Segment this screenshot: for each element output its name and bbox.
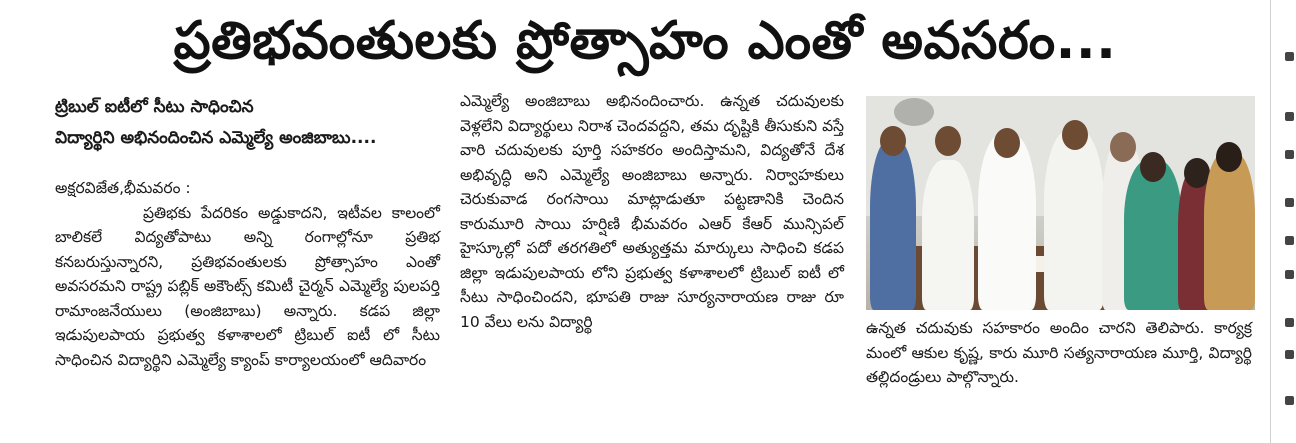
photo-person-8-head (1216, 142, 1242, 172)
photo-person-6-head (1140, 152, 1166, 182)
news-photo (866, 96, 1255, 310)
edge-glyph (1285, 270, 1294, 279)
photo-person-6 (1124, 160, 1182, 310)
edge-glyph (1285, 236, 1294, 245)
headline: ప్రతిభవంతులకు ప్రోత్సాహం ఎంతో అవసరం... (173, 11, 1117, 71)
photo-person-1-head (880, 126, 906, 156)
dateline: అక్షరవిజేత,భీమవరం : (55, 179, 191, 197)
edge-glyph (1285, 52, 1294, 61)
photo-person-2 (922, 160, 974, 310)
column-2-paragraph: ఎమ్మెల్యే అంజిబాబు అభినందించారు. ఉన్నత చదువులకు వెళ్లలేని విద్యార్థులు నిరాశ చెందవద్దని, తమ దృష్టికి తీసుకుని వస్తే వారి చదువులకు పూర్తి సహకరం అందిస్తామని, విద్యతోనే దేశ అభివృద్ధి అని ఎమ్మెల్యే అంజిబాబు అన్నారు. నిర్వాహకులు చెరుకువాడ రంగసాయి మాట్లాడుతూ పట్టణానికి చెందిన కారుమూరి సాయి హర్షిణి భీమవరం ఎఆర్ కేఆర్ మున్సిపల్ హైస్కూల్లో పదో తరగతిలో అత్యుత్తమ మార్కులు సాధించి కడప జిల్లా ఇడుపులపాయ లోని ప్రభుత్వ కళాశాలలో ట్రిబుల్ ఐటీ లో సీటు సాధించిందని, భూపతి రాజు సూర్యనారాయణ రాజు రూ 10 వేలు లను విద్యార్థి (460, 92, 844, 331)
photo-person-2-head (935, 126, 961, 156)
photo-person-1 (870, 140, 916, 310)
photo-person-3 (978, 134, 1036, 310)
edge-glyph (1285, 350, 1294, 359)
subheadline-line-2: విద్యార్థిని అభినందించిన ఎమ్మెల్యే అంజిబాబు.... (55, 128, 377, 148)
subheadline-line-1: ట్రిబుల్ ఐటీలో సీటు సాధించిన (55, 97, 254, 117)
photo-person-4-head (1062, 120, 1088, 150)
column-1-paragraph: ప్రతిభకు పేదరికం అడ్డుకాదని, ఇటీవల కాలంలో బాలికలే విద్యతోపాటు అన్ని రంగాల్లోనూ ప్రతిభ కనబరుస్తున్నారని, ప్రతిభవంతులకు ప్రోత్సాహం ఎంతో అవసరమని రాష్ట్ర పబ్లిక్ అకౌంట్స్ కమిటీ చైర్మన్ ఎమ్మెల్యే పులపర్తి రామాంజనేయులు (అంజిబాబు) అన్నారు. కడప జిల్లా ఇడుపులపాయ ప్రభుత్వ కళాశాలలో ట్రిబుల్ ఐటీ లో సీటు సాధించిన విద్యార్థిని ఎమ్మెల్యే క్యాంప్ కార్యాలయంలో ఆదివారం (55, 203, 440, 369)
edge-glyph (1285, 396, 1294, 405)
column-3-paragraph: ఉన్నత చదువుకు సహకారం అందిం చారని తెలిపారు. కార్యక్ర మంలో ఆకుల కృష్ణ, కారు మూరి సత్యనారాయణ మూర్తి, విద్యార్థి తల్లిదండ్రులు పాల్గొన్నారు. (866, 319, 1252, 386)
fan-shape (894, 98, 934, 126)
edge-glyph (1285, 198, 1294, 207)
article-column-3 (866, 316, 1252, 390)
article-column-2 (460, 89, 844, 334)
photo-person-5-head (1110, 132, 1136, 162)
edge-glyph (1285, 112, 1294, 121)
adjacent-column-edge (1270, 0, 1296, 443)
photo-person-8 (1204, 152, 1255, 310)
edge-glyph (1285, 150, 1294, 159)
edge-glyph (1285, 318, 1294, 327)
article-column-1 (55, 92, 440, 372)
photo-person-3-head (994, 128, 1020, 158)
photo-person-4 (1044, 130, 1104, 310)
